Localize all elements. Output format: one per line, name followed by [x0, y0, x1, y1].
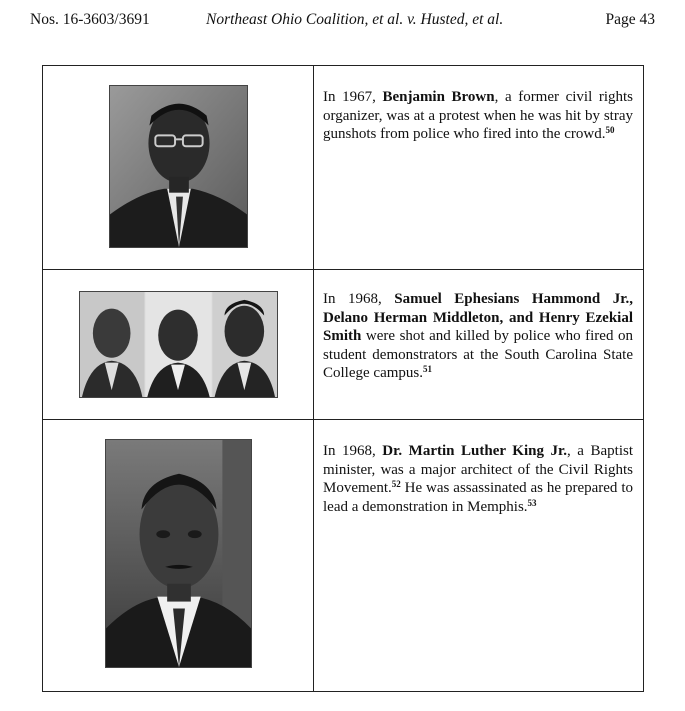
- victim-name: Dr. Martin Luther King Jr.: [382, 443, 568, 459]
- photo-cell: [43, 420, 314, 692]
- victim-name: Samuel Ephesians Hammond Jr., Delano Herman Middleton, and Henry Ezekial Smith: [323, 291, 633, 345]
- text-cell: [314, 420, 644, 692]
- page-number: Page 43: [605, 11, 655, 28]
- text-cell: [314, 66, 644, 270]
- table-row: [43, 66, 644, 270]
- footnote-ref: 50: [605, 125, 615, 136]
- memorial-table: [42, 65, 644, 692]
- victim-description: In 1967, Benjamin Brown, a former civil rights organizer, was at a protest when he was hit by stray gunshots from police who fired into the crowd.$^{50}$: [323, 89, 634, 143]
- case-numbers: Nos. 16-3603/3691: [30, 11, 150, 28]
- group-portrait-photo-icon: [79, 291, 278, 398]
- photo-cell: [43, 66, 314, 270]
- victim-name: Benjamin Brown: [382, 89, 495, 105]
- footnote-ref: 53: [527, 497, 537, 508]
- portrait-photo-icon: [109, 85, 248, 248]
- footnote-ref: 51: [422, 364, 432, 375]
- photo-cell: [43, 270, 314, 420]
- victim-description: In 1968, Dr. Martin Luther King Jr., a Baptist minister, was a major architect of the Civil Rights Movement.$^{52}$ He was assassinated as he prepared to lead a demonstration in Memphis.$^{53}$: [323, 443, 633, 515]
- text-cell: [314, 270, 644, 420]
- footnote-ref: 52: [391, 479, 401, 490]
- page-header: [0, 11, 685, 31]
- table-row: [43, 420, 644, 692]
- victim-description: In 1968, Samuel Ephesians Hammond Jr., Delano Herman Middleton, and Henry Ezekial Smith were shot and killed by police who fired on student demonstrators at the South Carolina State College campus.$^{51}$: [323, 291, 633, 382]
- portrait-photo-icon: [105, 439, 252, 668]
- table-row: [43, 270, 644, 420]
- case-title: Northeast Ohio Coalition, et al. v. Husted, et al.: [206, 11, 504, 28]
